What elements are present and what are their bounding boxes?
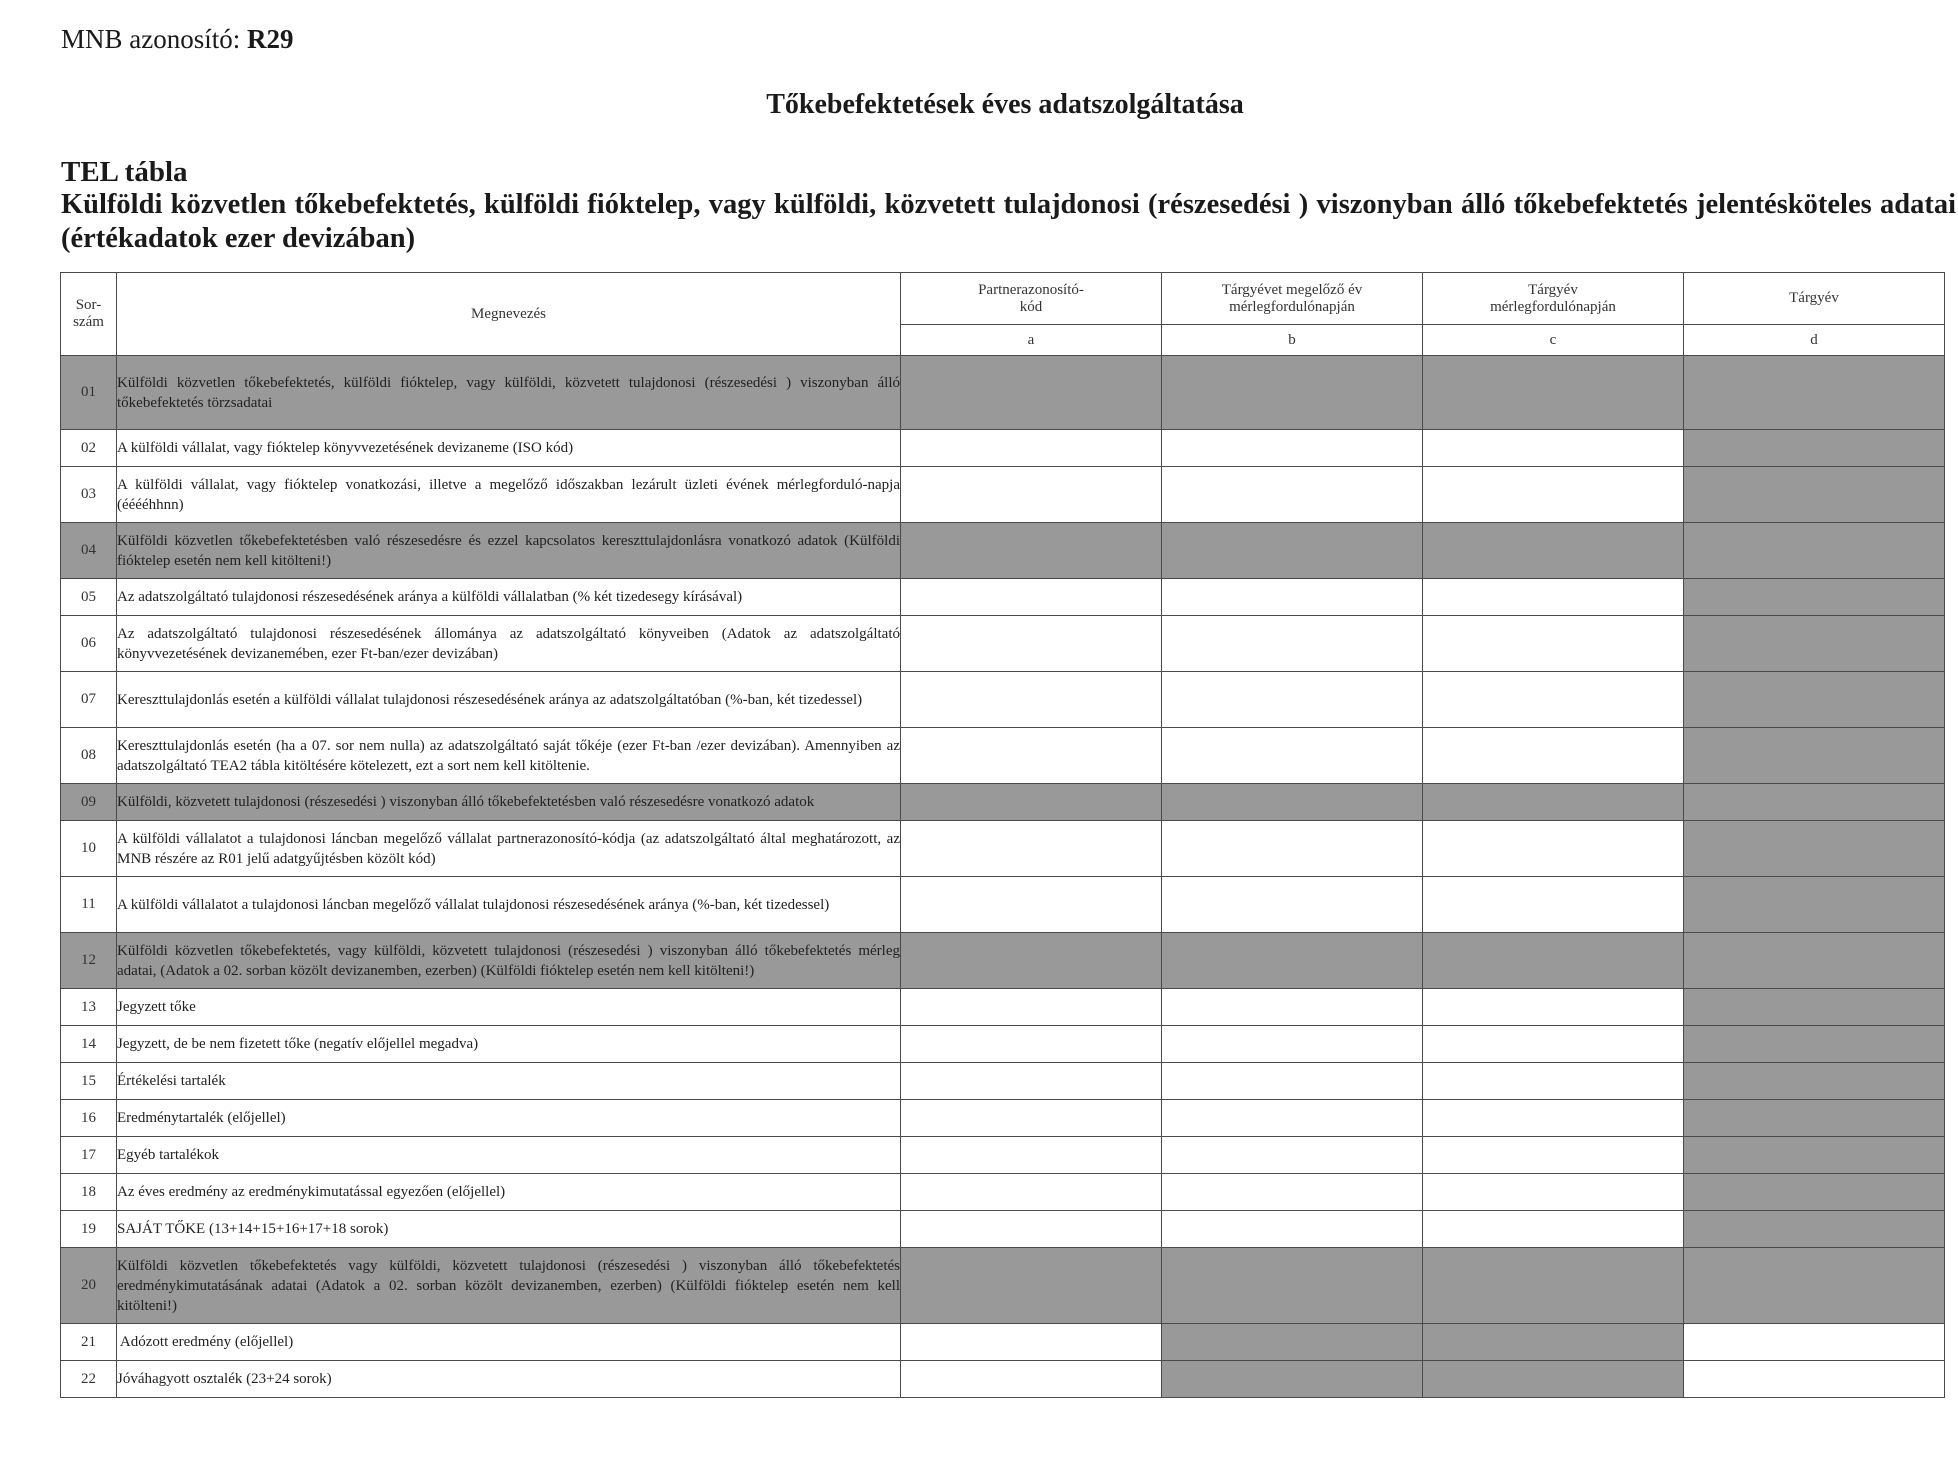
cell-a	[901, 356, 1162, 430]
cell-d	[1684, 933, 1945, 989]
header-col-c: Tárgyév mérlegfordulónapján	[1423, 273, 1684, 325]
cell-b[interactable]	[1162, 579, 1423, 616]
row-number: 12	[61, 933, 117, 989]
cell-d[interactable]	[1684, 1324, 1945, 1361]
row-description: Jegyzett, de be nem fizetett tőke (negatív előjellel megadva)	[117, 1026, 901, 1063]
table-row	[61, 356, 1945, 430]
table-row	[61, 933, 1945, 989]
cell-c[interactable]	[1423, 1211, 1684, 1248]
cell-c	[1423, 1324, 1684, 1361]
table-row	[61, 1324, 1945, 1361]
cell-c[interactable]	[1423, 579, 1684, 616]
cell-d	[1684, 728, 1945, 784]
cell-a[interactable]	[901, 579, 1162, 616]
cell-c[interactable]	[1423, 672, 1684, 728]
cell-a[interactable]	[901, 728, 1162, 784]
cell-a[interactable]	[901, 672, 1162, 728]
table-row	[61, 989, 1945, 1026]
cell-c[interactable]	[1423, 989, 1684, 1026]
table-title: Külföldi közvetlen tőkebefektetés, külföldi fióktelep, vagy külföldi, közvetett tulajdonosi (részesedési ) viszonyban álló tőkebefektetés jelentésköteles adatai (értékadatok ezer devizában)	[61, 189, 1956, 254]
row-number: 17	[61, 1137, 117, 1174]
cell-d	[1684, 467, 1945, 523]
cell-b	[1162, 1361, 1423, 1398]
letter-b: b	[1162, 325, 1423, 356]
row-number: 18	[61, 1174, 117, 1211]
cell-b	[1162, 784, 1423, 821]
table-row	[61, 579, 1945, 616]
mnb-label: MNB azonosító:	[61, 24, 241, 54]
cell-a[interactable]	[901, 1324, 1162, 1361]
row-number: 08	[61, 728, 117, 784]
cell-c[interactable]	[1423, 467, 1684, 523]
cell-c	[1423, 933, 1684, 989]
cell-a[interactable]	[901, 1174, 1162, 1211]
row-description: Az éves eredmény az eredménykimutatással egyezően (előjellel)	[117, 1174, 901, 1211]
cell-c[interactable]	[1423, 616, 1684, 672]
row-description: Egyéb tartalékok	[117, 1137, 901, 1174]
cell-c	[1423, 1248, 1684, 1324]
cell-d[interactable]	[1684, 1361, 1945, 1398]
cell-a[interactable]	[901, 467, 1162, 523]
row-description: Jegyzett tőke	[117, 989, 901, 1026]
cell-a[interactable]	[901, 430, 1162, 467]
row-number: 03	[61, 467, 117, 523]
cell-a[interactable]	[901, 1137, 1162, 1174]
row-number: 04	[61, 523, 117, 579]
table-row	[61, 616, 1945, 672]
table-row	[61, 821, 1945, 877]
cell-c[interactable]	[1423, 877, 1684, 933]
cell-d	[1684, 1211, 1945, 1248]
cell-d	[1684, 821, 1945, 877]
row-description: A külföldi vállalat, vagy fióktelep könyvvezetésének devizaneme (ISO kód)	[117, 430, 901, 467]
row-number: 22	[61, 1361, 117, 1398]
cell-a	[901, 933, 1162, 989]
cell-b[interactable]	[1162, 1211, 1423, 1248]
letter-d: d	[1684, 325, 1945, 356]
row-number: 01	[61, 356, 117, 430]
main-title: Tőkebefektetések éves adatszolgáltatása	[766, 89, 1244, 120]
cell-d	[1684, 430, 1945, 467]
cell-b[interactable]	[1162, 1100, 1423, 1137]
cell-d	[1684, 579, 1945, 616]
cell-d	[1684, 523, 1945, 579]
row-number: 10	[61, 821, 117, 877]
cell-c[interactable]	[1423, 430, 1684, 467]
cell-a[interactable]	[901, 877, 1162, 933]
cell-d	[1684, 784, 1945, 821]
cell-d	[1684, 356, 1945, 430]
row-number: 16	[61, 1100, 117, 1137]
letter-c: c	[1423, 325, 1684, 356]
row-description: Kereszttulajdonlás esetén a külföldi vállalat tulajdonosi részesedésének aránya az adatszolgáltatóban (%-ban, két tizedessel)	[117, 672, 901, 728]
cell-a[interactable]	[901, 989, 1162, 1026]
cell-b	[1162, 356, 1423, 430]
cell-d	[1684, 1026, 1945, 1063]
row-number: 20	[61, 1248, 117, 1324]
table-row	[61, 1211, 1945, 1248]
cell-c[interactable]	[1423, 1174, 1684, 1211]
row-number: 05	[61, 579, 117, 616]
row-number: 14	[61, 1026, 117, 1063]
cell-c[interactable]	[1423, 1100, 1684, 1137]
row-description: Külföldi közvetlen tőkebefektetésben való részesedésre és ezzel kapcsolatos kereszttulajdonlásra vonatkozó adatok (Külföldi fióktelep esetén nem kell kitölteni!)	[117, 523, 901, 579]
cell-b[interactable]	[1162, 1026, 1423, 1063]
table-row	[61, 1248, 1945, 1324]
row-description: Eredménytartalék (előjellel)	[117, 1100, 901, 1137]
row-number: 11	[61, 877, 117, 933]
row-description: Az adatszolgáltató tulajdonosi részesedésének aránya a külföldi vállalatban (% két tizedesegy kírásával)	[117, 579, 901, 616]
row-number: 09	[61, 784, 117, 821]
letter-a: a	[901, 325, 1162, 356]
cell-d	[1684, 989, 1945, 1026]
cell-d	[1684, 1137, 1945, 1174]
cell-c[interactable]	[1423, 821, 1684, 877]
cell-b[interactable]	[1162, 616, 1423, 672]
row-number: 19	[61, 1211, 117, 1248]
cell-b[interactable]	[1162, 672, 1423, 728]
header-col-a: Partnerazonosító- kód	[901, 273, 1162, 325]
row-description: Külföldi közvetlen tőkebefektetés, külföldi fióktelep, vagy külföldi, közvetett tulajdonosi (részesedési ) viszonyban álló tőkebefektetés törzsadatai	[117, 356, 901, 430]
row-description: A külföldi vállalatot a tulajdonosi láncban megelőző vállalat partnerazonosító-kódja (az adatszolgáltató által meghatározott, az MNB részére az R01 jelű adatgyűjtésben közölt kód)	[117, 821, 901, 877]
cell-a	[901, 1248, 1162, 1324]
cell-b[interactable]	[1162, 1137, 1423, 1174]
cell-b	[1162, 1248, 1423, 1324]
cell-a	[901, 523, 1162, 579]
table-row	[61, 1174, 1945, 1211]
table-row	[61, 430, 1945, 467]
table-row	[61, 1137, 1945, 1174]
row-number: 21	[61, 1324, 117, 1361]
cell-b	[1162, 933, 1423, 989]
table-row	[61, 467, 1945, 523]
cell-b[interactable]	[1162, 821, 1423, 877]
cell-b[interactable]	[1162, 1063, 1423, 1100]
cell-b[interactable]	[1162, 430, 1423, 467]
row-description: Kereszttulajdonlás esetén (ha a 07. sor nem nulla) az adatszolgáltató saját tőkéje (ezer Ft-ban /ezer devizában). Amennyiben az adatszolgáltató TEA2 tábla kitöltésére kötelezett, ezt a sort nem kell kitöltenie.	[117, 728, 901, 784]
table-row	[61, 523, 1945, 579]
row-description: Külföldi közvetlen tőkebefektetés vagy külföldi, közvetett tulajdonosi (részesedési ) viszonyban álló tőkebefektetés eredménykimutatásának adatai (Adatok a 02. sorban közölt devizanemben, ezerben) (Külföldi fióktelep esetén nem kell kitölteni!)	[117, 1248, 901, 1324]
row-description: Értékelési tartalék	[117, 1063, 901, 1100]
cell-d	[1684, 672, 1945, 728]
cell-a[interactable]	[901, 1100, 1162, 1137]
table-row	[61, 1063, 1945, 1100]
row-description: Külföldi közvetlen tőkebefektetés, vagy külföldi, közvetett tulajdonosi (részesedési ) viszonyban álló tőkebefektetés mérleg adatai, (Adatok a 02. sorban közölt devizanemben, ezerben) (Külföldi fióktelep esetén nem kell kitölteni!)	[117, 933, 901, 989]
row-number: 15	[61, 1063, 117, 1100]
cell-a[interactable]	[901, 1361, 1162, 1398]
report-table	[60, 272, 1945, 1398]
table-row	[61, 1026, 1945, 1063]
row-description: Adózott eredmény (előjellel)	[117, 1324, 901, 1361]
table-row	[61, 877, 1945, 933]
row-number: 06	[61, 616, 117, 672]
table-row	[61, 728, 1945, 784]
cell-a[interactable]	[901, 616, 1162, 672]
header-col-b: Tárgyévet megelőző év mérlegfordulónapján	[1162, 273, 1423, 325]
table-row	[61, 1100, 1945, 1137]
row-number: 13	[61, 989, 117, 1026]
row-description: A külföldi vállalat, vagy fióktelep vonatkozási, illetve a megelőző időszakban lezárult üzleti évének mérlegforduló-napja (ééééhhnn)	[117, 467, 901, 523]
cell-b[interactable]	[1162, 877, 1423, 933]
header-col-d: Tárgyév	[1684, 273, 1945, 325]
cell-a[interactable]	[901, 1026, 1162, 1063]
cell-b	[1162, 523, 1423, 579]
row-description: SAJÁT TŐKE (13+14+15+16+17+18 sorok)	[117, 1211, 901, 1248]
cell-c	[1423, 356, 1684, 430]
cell-c	[1423, 523, 1684, 579]
cell-a[interactable]	[901, 1211, 1162, 1248]
table-row	[61, 672, 1945, 728]
cell-d	[1684, 1100, 1945, 1137]
row-description: A külföldi vállalatot a tulajdonosi láncban megelőző vállalat tulajdonosi részesedésének aránya (%-ban, két tizedessel)	[117, 877, 901, 933]
cell-d	[1684, 1063, 1945, 1100]
cell-a	[901, 784, 1162, 821]
cell-c[interactable]	[1423, 1063, 1684, 1100]
cell-b	[1162, 1324, 1423, 1361]
table-row	[61, 1361, 1945, 1398]
cell-d	[1684, 616, 1945, 672]
cell-a[interactable]	[901, 1063, 1162, 1100]
header-sorszam: Sor- szám	[61, 273, 117, 356]
table-row	[61, 784, 1945, 821]
cell-c[interactable]	[1423, 1137, 1684, 1174]
cell-c[interactable]	[1423, 1026, 1684, 1063]
row-description: Jóváhagyott osztalék (23+24 sorok)	[117, 1361, 901, 1398]
cell-d	[1684, 1174, 1945, 1211]
cell-d	[1684, 1248, 1945, 1324]
row-number: 02	[61, 430, 117, 467]
table-code: TEL tábla	[61, 156, 188, 188]
cell-c	[1423, 784, 1684, 821]
header-megnevezes: Megnevezés	[117, 273, 901, 356]
mnb-identifier	[61, 22, 294, 56]
cell-c	[1423, 1361, 1684, 1398]
row-description: Az adatszolgáltató tulajdonosi részesedésének állománya az adatszolgáltató könyveiben (Adatok az adatszolgáltató könyvvezetésének devizanemében, ezer Ft-ban/ezer devizában)	[117, 616, 901, 672]
cell-b[interactable]	[1162, 989, 1423, 1026]
cell-c[interactable]	[1423, 728, 1684, 784]
row-number: 07	[61, 672, 117, 728]
cell-a[interactable]	[901, 821, 1162, 877]
cell-b[interactable]	[1162, 1174, 1423, 1211]
cell-b[interactable]	[1162, 728, 1423, 784]
cell-b[interactable]	[1162, 467, 1423, 523]
cell-d	[1684, 877, 1945, 933]
row-description: Külföldi, közvetett tulajdonosi (részesedési ) viszonyban álló tőkebefektetésben való részesedésre vonatkozó adatok	[117, 784, 901, 821]
mnb-code: R29	[247, 24, 294, 54]
